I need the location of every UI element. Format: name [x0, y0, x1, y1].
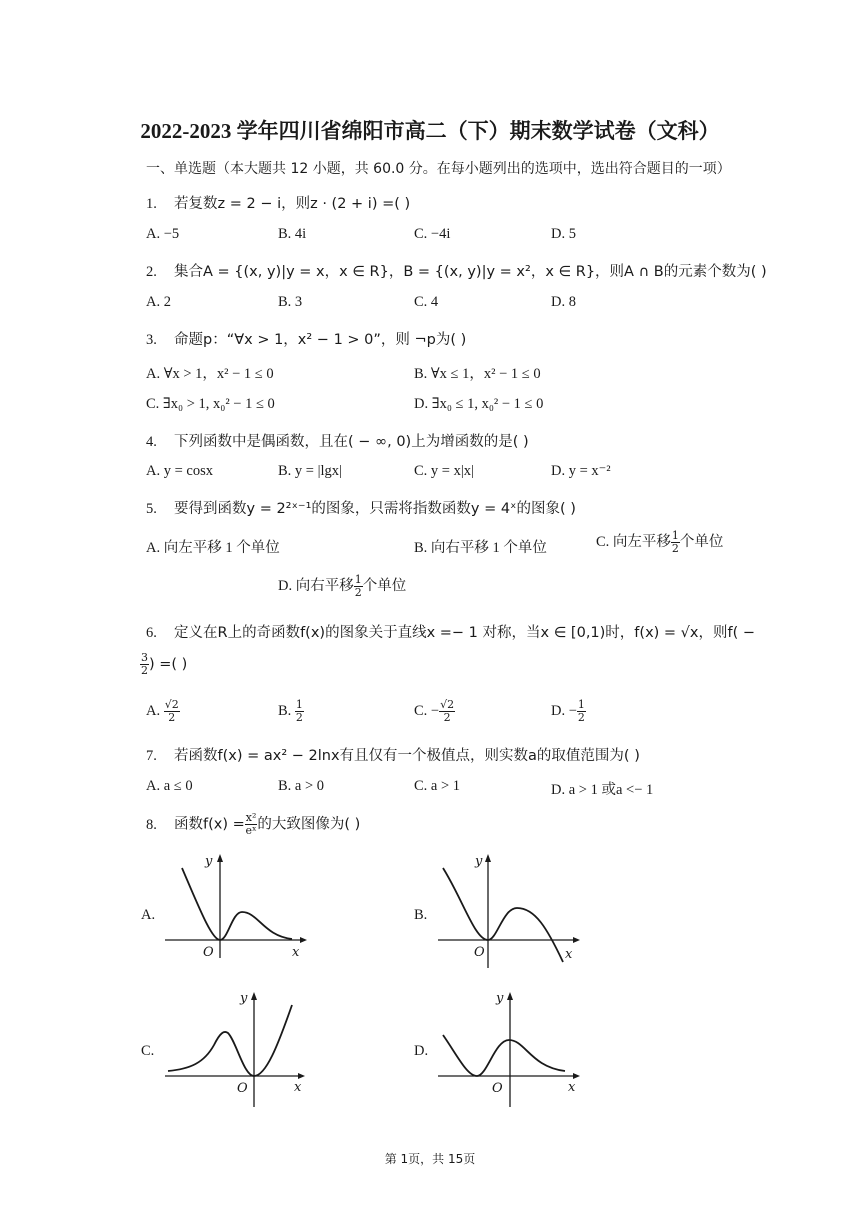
x-label: x — [294, 1080, 302, 1095]
question-6 — [146, 621, 755, 642]
question-1 — [146, 192, 410, 213]
option-b: B. $\frac{1}{2}$ — [278, 698, 303, 724]
question-4 — [146, 430, 529, 451]
option-a: A. −5 — [146, 226, 180, 242]
origin-label: O — [237, 1081, 248, 1096]
option-c: C. − $\frac{√2}{2}$ — [414, 698, 455, 724]
question-number: 3. — [146, 332, 157, 348]
graph-label-c: C. — [141, 1043, 155, 1059]
curve — [182, 868, 292, 940]
question-text: 下列函数中是偶函数，且在( − ∞, 0)上为增函数的是( ) — [174, 434, 529, 450]
graph-label-b: B. — [414, 907, 428, 923]
question-text: 集合A = {(x, y)|y = x，x ∈ R}，B = {(x, y)|y = x²，x ∈ R}，则A ∩ B的元素个数为( ) — [174, 264, 767, 280]
option-a: A. $\frac{√2}{2}$ — [146, 698, 179, 724]
question-text: 若复数z = 2 − i，则z · (2 + i) =( ) — [174, 196, 411, 212]
x-arrow-icon — [298, 1073, 305, 1079]
fraction: $\frac{\text{x²}}{\text{eˣ}}$ — [245, 811, 257, 837]
curve — [168, 1005, 292, 1076]
x-arrow-icon — [300, 937, 307, 943]
graph-label-a: A. — [141, 907, 156, 923]
question-number: 1. — [146, 196, 157, 212]
curve — [443, 868, 563, 962]
option-a: A. 向左平移 1 个单位 — [146, 540, 280, 556]
question-text: 要得到函数y = 2²ˣ⁻¹的图象，只需将指数函数y = 4ˣ的图象( ) — [174, 501, 576, 517]
option-b: B. 4i — [278, 226, 307, 242]
option-b: B. a > 0 — [278, 778, 325, 794]
option-a: A. 2 — [146, 294, 171, 310]
option-b: B. 3 — [278, 294, 303, 310]
option-c: C. ∃x₀ > 1, x₀² − 1 ≤ 0 — [146, 396, 275, 412]
fraction: $\frac{1}{2}$ — [671, 529, 679, 556]
option-c: C. −4i — [414, 226, 451, 242]
option-d: D. y = x⁻² — [551, 463, 611, 479]
option-a: A. y = cosx — [146, 463, 213, 479]
y-label: y — [496, 991, 504, 1006]
graph-label-d: D. — [414, 1043, 429, 1059]
question-number: 8. — [146, 816, 157, 833]
x-arrow-icon — [573, 1073, 580, 1079]
y-label: y — [205, 854, 213, 869]
y-label: y — [475, 854, 483, 869]
question-8: 8. 函数f(x) = $\frac{\text{x²}}{\text{eˣ}}$ 的大致图像为( ) — [146, 811, 361, 837]
paper-title: 2022-2023 学年四川省绵阳市高二（下）期末数学试卷（文科） — [140, 119, 720, 143]
question-number: 6. — [146, 625, 157, 641]
question-text: 若函数f(x) = ax² − 2lnx有且仅有一个极值点，则实数a的取值范围为( ) — [174, 748, 640, 764]
curve — [443, 1035, 565, 1076]
option-d: D. 向右平移 $\frac{1}{2}$ 个单位 — [278, 573, 407, 600]
option-d: D. ∃x₀ ≤ 1, x₀² − 1 ≤ 0 — [414, 396, 544, 412]
fraction: $\frac{3}{2}$ — [141, 651, 148, 677]
origin-label: O — [203, 945, 214, 960]
graph-d — [435, 985, 585, 1110]
question-number: 5. — [146, 501, 157, 517]
question-6-continued: $\frac{3}{2}$ ) =( ) — [141, 651, 188, 677]
graph-c — [160, 985, 310, 1110]
option-b: B. ∀x ≤ 1，x² − 1 ≤ 0 — [414, 366, 541, 382]
question-text: 定义在R上的奇函数f(x)的图象关于直线x =− 1 对称，当x ∈ [0,1)时，f(x) = √x，则f( − — [174, 625, 756, 641]
y-label: y — [240, 991, 248, 1006]
option-a: A. ∀x > 1，x² − 1 ≤ 0 — [146, 366, 274, 382]
question-5 — [146, 497, 576, 518]
graph-a — [160, 850, 310, 962]
option-d: D. 5 — [551, 226, 576, 242]
y-arrow-icon — [217, 854, 223, 862]
y-arrow-icon — [507, 992, 513, 1000]
question-number: 7. — [146, 748, 157, 764]
x-label: x — [568, 1080, 576, 1095]
option-b: B. 向右平移 1 个单位 — [414, 540, 547, 556]
question-2 — [146, 260, 767, 281]
question-7 — [146, 744, 640, 765]
question-number: 2. — [146, 264, 157, 280]
question-3 — [146, 328, 466, 349]
option-d: D. 8 — [551, 294, 576, 310]
section-heading: 一、单选题（本大题共 12 小题，共 60.0 分。在每小题列出的选项中，选出符合题目的一项） — [146, 161, 731, 177]
x-arrow-icon — [573, 937, 580, 943]
option-c: C. 向左平移 $\frac{1}{2}$ 个单位 — [596, 529, 724, 556]
origin-label: O — [474, 945, 485, 960]
question-number: 4. — [146, 434, 157, 450]
page-footer: 第 1页，共 15页 — [384, 1152, 476, 1166]
question-text: 命题p：“∀x > 1，x² − 1 > 0”，则 ¬p为( ) — [174, 332, 467, 348]
y-arrow-icon — [485, 854, 491, 862]
option-a: A. a ≤ 0 — [146, 778, 193, 794]
option-b: B. y = |lgx| — [278, 463, 342, 479]
option-d: D. − $\frac{1}{2}$ — [551, 698, 585, 724]
option-c: C. a > 1 — [414, 778, 461, 794]
x-label: x — [565, 947, 573, 962]
option-c: C. y = x|x| — [414, 463, 474, 479]
option-d: D. a > 1 或a <− 1 — [551, 782, 654, 798]
origin-label: O — [492, 1081, 503, 1096]
option-c: C. 4 — [414, 294, 439, 310]
x-label: x — [292, 945, 300, 960]
graph-b — [435, 850, 585, 970]
y-arrow-icon — [251, 992, 257, 1000]
fraction: $\frac{1}{2}$ — [354, 573, 362, 600]
